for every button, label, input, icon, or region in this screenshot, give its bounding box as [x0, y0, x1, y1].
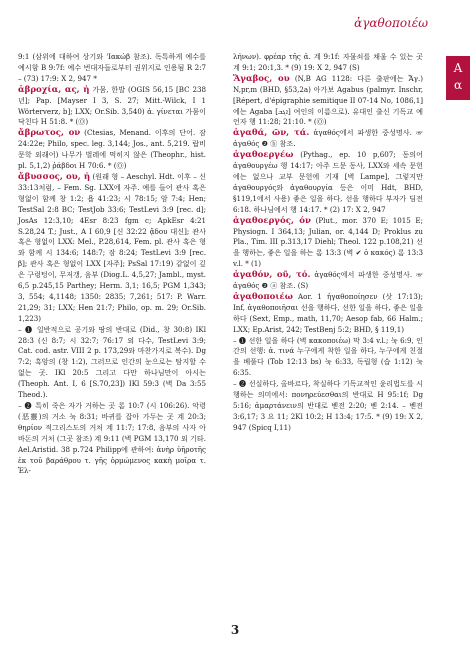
entry-headword: Ἅγαβος, ου — [233, 73, 290, 84]
entry-body: – ❶ 선한 일을 하다 (벽 κακοποιέω) 막 3:4 v.l.; 눅 6:9, 인간의 선행: ἀ. τινά 누구에게 착한 일을 하다, 누구에게 친절을 베풀다 (Tob 12:13 bs) 눅 6:33, 독립형 (습 1:12) 눅 6:35. — [233, 335, 423, 378]
entry-body: (원래 형 – Aeschyl. Hdt. 이후 – 신 33:13처럼, – Fem. Sg. LXX에 자주. 예를 들어 관사 혹은 형없이 함께 창 1:2; 욥 41:23; 시 78:15; 암 7:4; Hen; TestSal 2:8 BC; TestJob 33:6; TestLevi 3:9 [rec. d]; JosAs 12:3,10; 4Esr 8:23 fgm c; ApkEsr 4:21 S.28,24 T.; Just., A I 60,9 [신 32:22 ᾅδου 대신]; 관사 혹은 형없이 LXX: Mel., P.28,614, Fem. pl. 관사 혹은 형와 함께 시 134:6; 148:7; 잠 8:24; TestLevi 3:9 [rec. β]; 관사 혹은 형없이 LXX [자주]; PsSal 17:19) 같없이 깊은 구렁텅이, 무저갱, 음부 (Diog.L. 4,5,27; Jambl., myst. 6,5 p.245,15 Parthey; Herm. 3,1; 16,5; PGM 1,343; 3, 554; 4,1148; 1350: 2835; 7,261; 517: P. Warr. 21,29; 31; LXX; Hen 21:7; Philo, op. m. 29; Or.Sib. 1,223) — [18, 171, 206, 323]
entry-headword: ἀγαθά, ῶν, τά. — [233, 128, 310, 139]
dictionary-entry — [18, 52, 206, 85]
entry-body: ἀγαθός에서 파생한 중성명사. ☞ ἀγαθός ❷ ⓑ 참조. — [233, 128, 424, 149]
entry-headword: ἄβυσσος, ου, ἡ — [18, 171, 91, 182]
entry-body: (Plut., mor. 370 E; 1015 E; Physiogn. I 364,13; Julian, or. 4,144 D; Proklus zu Pla., Tim. III p.313,17 Diehl; Theol. 122 p.108,21) 선을 행하는, 좋은 일을 하는 롬 13:3 (벽 ✔ ὁ κακός) 롬 13:3 v.l. * (1) — [233, 215, 424, 269]
entry-body: (Pythag., ep. 10 p,607; 동의어 ἀγαθουργέω 행 14:17; 아주 드문 동사, LXX와 세속 문헌에는 없으나 교부 문헌에 기재 [벽 Lampe], 그렇지만 ἀγαθουργός와 ἀγαθουργία 등은 이미 Hdt, BHD, §119,1에서 사용) 좋은 일을 하다, 선을 행하다 부자가 딤전 6:18. 하나님에서 행 14:17. * (2) 17: X 2, 947 — [233, 150, 423, 214]
tab-upper-letter: A — [453, 61, 463, 75]
entry-body: – ❶ 일반적으로 공기와 땅의 반대로 (Did., 창 30:8) IKl 28:3 (신 8:7; 시 32:7; 76:17 외 다수, TestLevi 3:9; Cat. cod. astr. VIII 2 p. 173,29와 마찬가지로 복수). Dg 7:2; 흑암의 (창 1:2), 그러므로 인간의 눈으로는 탐지할 수 없는 곳. IKl 20:5 그리고 다만 하나님만이 아시는 (Theoph. Ant. I, 6 [S.70,23]) IKl 59:3 (벽 Da 3:55 Theod.). — [18, 324, 206, 400]
entry-body: λήνων). φρέαρ τῆς ἀ. 계 9:1f: 자물쇠를 채울 수 있는 곳 계 9:1; 20:1,3. * (9) 19: X 2, 947 (S) — [233, 52, 423, 72]
entry-headword: ἀγαθοεργέω — [233, 150, 294, 161]
entry-body: Aor. 1 ἠγαθοποίησεν (삿 17:13); Inf, ἀγαθοποιῆσαι 선을 행하다, 선한 일을 하다, 좋은 일을 하다 (Sext, Emp., math, 11,70; Aesop fab, 66 Halm.; LXX; Ep.Arist, 242; TestBenj 5:2; BHD, § 119,1) — [233, 291, 423, 334]
entry-body: 가뭄, 한발 (OGIS 56,15 [BC 238년]; Pap. [Mayser I 3, S. 27; Mitt.-Wilck, I 1 Wörterverz, b]; LXX; Or.Sib. 3,540) ἀ. γίνεται 가뭄이 닥친다 H 51:8. * (Ⓞ) — [18, 84, 206, 127]
dictionary-entry — [233, 216, 423, 271]
dictionary-entry — [233, 74, 423, 129]
letter-tab — [446, 56, 470, 100]
entry-body: ἀγαθός에서 파생한 중성명사. ☞ ἀγαθός ❷ ⓐ 참조. (S) — [233, 270, 423, 291]
dictionary-entry — [233, 150, 423, 215]
dictionary-entry — [233, 270, 423, 292]
dictionary-entry — [233, 52, 423, 74]
dictionary-entry — [233, 336, 423, 380]
running-head: ἀγαθοποιέω — [354, 16, 428, 30]
dictionary-entry — [233, 379, 423, 434]
left-column — [18, 52, 206, 477]
entry-body: – ❷ 특히 죽은 자가 거하는 곳 롬 10:7 (시 106:26). 악령(恶靈)의 거소 눅 8:31; 바귀를 잡아 가두는 곳 계 20:3; θηρίον 적그리스도의 거처 계 11:7; 17:8, 음부의 사자 아바돈의 거처 (그곳 참조) 계 9:11 (벽 PGM 13,170 외 기타. Ael.Aristid. 38 p.724 Philipp에 관하여: ἀνὴρ ὑῆροτῆς ἐκ τοῦ βαράθρου τ. γῆς ὁρμώμενος κακὴ μοῖρα τ. Ἑλ- — [18, 401, 206, 476]
page-number: 3 — [230, 623, 240, 637]
dictionary-entry — [18, 401, 206, 477]
dictionary-entry — [18, 325, 206, 401]
dictionary-entry — [18, 172, 206, 325]
entry-headword: ἁβροχία, ας, ἡ — [18, 84, 90, 95]
entry-body: (Ctesias, Menand. 이후의 단어. 잠 24:22e; Philo, spec. leg. 3,144; Jos., ant. 5,219. 랍비 문학 외래어) 나무가 벌레에 먹히지 않은 (Theophr., hist. pl. 5,1,2) ῥάβδοι H 70:6. * (Ⓞ) — [18, 128, 206, 171]
tab-lower-letter: α — [453, 78, 463, 92]
entry-body: – ❷ 선실하다, 올바르다, 착실하다 기독교적인 윤리법도를 시행하는 의미에서: πονηρεύεσθαι의 반대로 H 95:1f; Dg 5:16; ἁμαρτάνειν의 반대로 벧전 2:20; 벧 2:14. – 벧전 3:6,17; 3 요 11; 2Kl 10:2; H 13:4; 17:5. * (9) 19: X 2, 947 (Spicq I,11) — [233, 379, 423, 432]
entry-headword: ἄβρωτος, ον — [18, 128, 81, 139]
dictionary-entry — [233, 292, 423, 336]
dictionary-entry — [18, 128, 206, 172]
dictionary-entry — [233, 128, 423, 150]
entry-headword: ἀγαθοποιέω — [233, 291, 293, 302]
entry-body: (N,B AG 1128: 다른 출판에는 Ἄγ.) N,pr,m (BHD, §53,2a) 아가보 Agabus (palmyr. Inschr, [Répert, d'épigraphie semitique II 07-14 No, 1086,1] 에는 Agaba [ܐܓܒ] 여인의 이름으로). 유대인 출신 기독교 예언자 행 11:28; 21:10. * (Ⓞ) — [233, 73, 423, 127]
entry-body: 9:1 (삼위에 대하여 상기와 'Ιακώβ 참조). 독특하게 예수를 예시함 B 9:7f: 예수 번대자들로부터 권위지로 인용됨 R 2:7 – (73) 17:9: X 2, 947 * — [18, 52, 206, 83]
entry-headword: ἀγαθόν, οῦ, τό. — [233, 270, 311, 281]
entry-headword: ἀγαθοεργός, όν — [233, 215, 311, 226]
dictionary-entry — [18, 85, 206, 129]
right-column — [233, 52, 423, 434]
